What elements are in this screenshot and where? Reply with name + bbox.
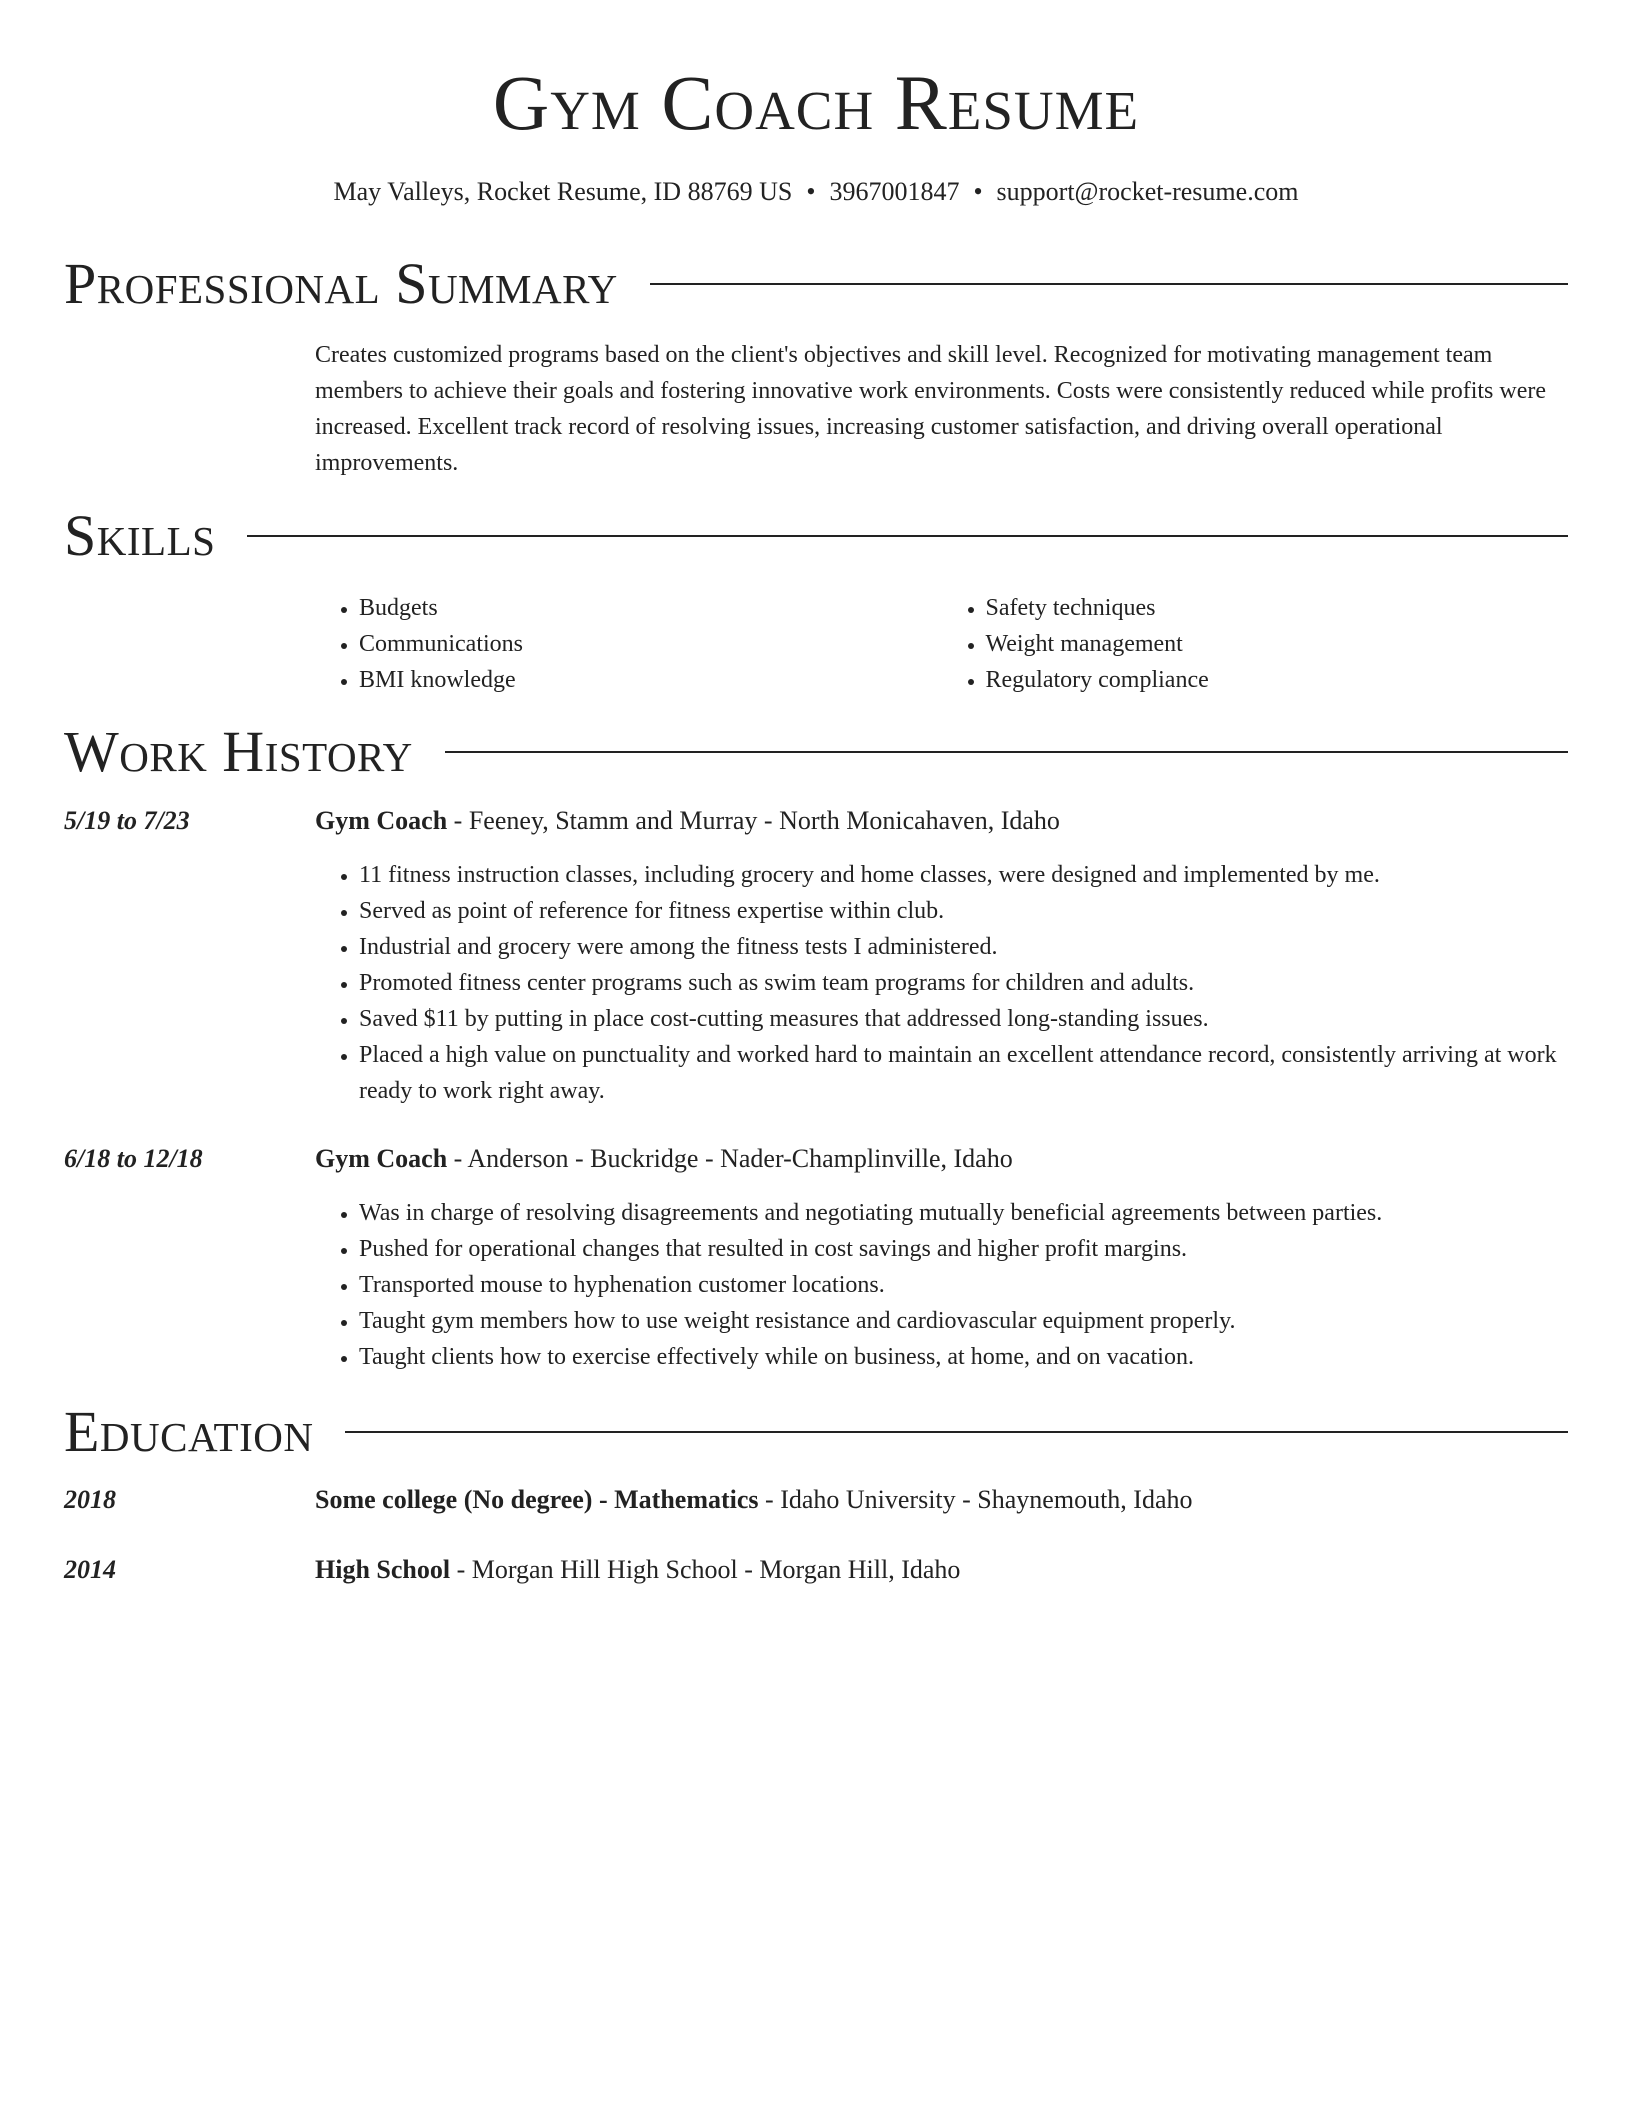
education-heading-line — [315, 1552, 1568, 1588]
contact-email[interactable]: support@rocket-resume.com — [996, 177, 1299, 206]
education-heading-line — [315, 1482, 1568, 1518]
education-year: 2018 — [64, 1485, 116, 1514]
work-heading: Work History — [64, 719, 413, 784]
contact-separator: • — [973, 177, 983, 206]
skill-item: • Safety techniques — [986, 590, 1569, 626]
job-duty: • Pushed for operational changes that resulted in cost savings and higher profit margins. — [359, 1231, 1568, 1267]
job-employer: - Feeney, Stamm and Murray - North Monicahaven, Idaho — [447, 806, 1060, 835]
skill-item: • Budgets — [359, 590, 942, 626]
job-duty: • Industrial and grocery were among the fitness tests I administered. — [359, 929, 1568, 965]
work-section-header — [64, 720, 1568, 784]
job-heading — [315, 1141, 1568, 1177]
job-duties — [315, 857, 1568, 1109]
summary-section-header — [64, 252, 1568, 316]
skills-column-left — [315, 590, 942, 698]
job-title: Gym Coach — [315, 806, 448, 835]
job-duty: • Was in charge of resolving disagreements and negotiating mutually beneficial agreements between parties. — [359, 1195, 1568, 1231]
education-year: 2014 — [64, 1555, 116, 1584]
skill-item: • Weight management — [986, 626, 1569, 662]
summary-text: Creates customized programs based on the client's objectives and skill level. Recognized for motivating management team members to achieve their goals and fostering innovative work environments. Costs were consistently reduced while profits were increased. Excellent track record of resolving issues, increasing customer satisfaction, and driving overall operational improvements. — [315, 342, 1546, 476]
skill-item: • Communications — [359, 626, 942, 662]
job-duty: • Placed a high value on punctuality and worked hard to maintain an excellent attendance record, consistently arriving at work ready to work right away. — [359, 1037, 1568, 1109]
education-degree: High School — [315, 1555, 451, 1584]
job-duty: • 11 fitness instruction classes, including grocery and home classes, were designed and implemented by me. — [359, 857, 1568, 893]
job-duty: • Taught gym members how to use weight resistance and cardiovascular equipment properly. — [359, 1303, 1568, 1339]
section-divider — [247, 535, 1568, 537]
education-heading: Education — [64, 1399, 314, 1464]
job-duty: • Transported mouse to hyphenation customer locations. — [359, 1267, 1568, 1303]
contact-separator: • — [806, 177, 816, 206]
job-heading — [315, 803, 1568, 839]
contact-line — [64, 174, 1568, 210]
skills-heading: Skills — [64, 503, 216, 568]
contact-address: May Valleys, Rocket Resume, ID 88769 US — [333, 177, 793, 206]
education-school: - Morgan Hill High School - Morgan Hill, Idaho — [450, 1555, 961, 1584]
summary-heading: Professional Summary — [64, 251, 618, 316]
contact-phone: 3967001847 — [829, 177, 960, 206]
job-duty: • Served as point of reference for fitness expertise within club. — [359, 893, 1568, 929]
resume-title: Gym Coach Resume — [492, 59, 1140, 146]
education-school: - Idaho University - Shaynemouth, Idaho — [758, 1485, 1193, 1514]
job-duty: • Promoted fitness center programs such as swim team programs for children and adults. — [359, 965, 1568, 1001]
job-title: Gym Coach — [315, 1144, 448, 1173]
job-dates: 6/18 to 12/18 — [64, 1144, 203, 1173]
skills-section-header — [64, 504, 1568, 568]
skills-column-right — [942, 590, 1569, 698]
skills-list — [315, 590, 1568, 698]
education-degree: Some college (No degree) - Mathematics — [315, 1485, 759, 1514]
section-divider — [650, 283, 1568, 285]
job-employer: - Anderson - Buckridge - Nader-Champlinville, Idaho — [447, 1144, 1013, 1173]
job-dates: 5/19 to 7/23 — [64, 806, 190, 835]
job-duty: • Saved $11 by putting in place cost-cutting measures that addressed long-standing issues. — [359, 1001, 1568, 1037]
job-duties — [315, 1195, 1568, 1375]
section-divider — [345, 1431, 1568, 1433]
skill-item: • Regulatory compliance — [986, 662, 1569, 698]
section-divider — [445, 751, 1568, 753]
skill-item: • BMI knowledge — [359, 662, 942, 698]
education-section-header — [64, 1400, 1568, 1464]
job-duty: • Taught clients how to exercise effectively while on business, at home, and on vacation. — [359, 1339, 1568, 1375]
